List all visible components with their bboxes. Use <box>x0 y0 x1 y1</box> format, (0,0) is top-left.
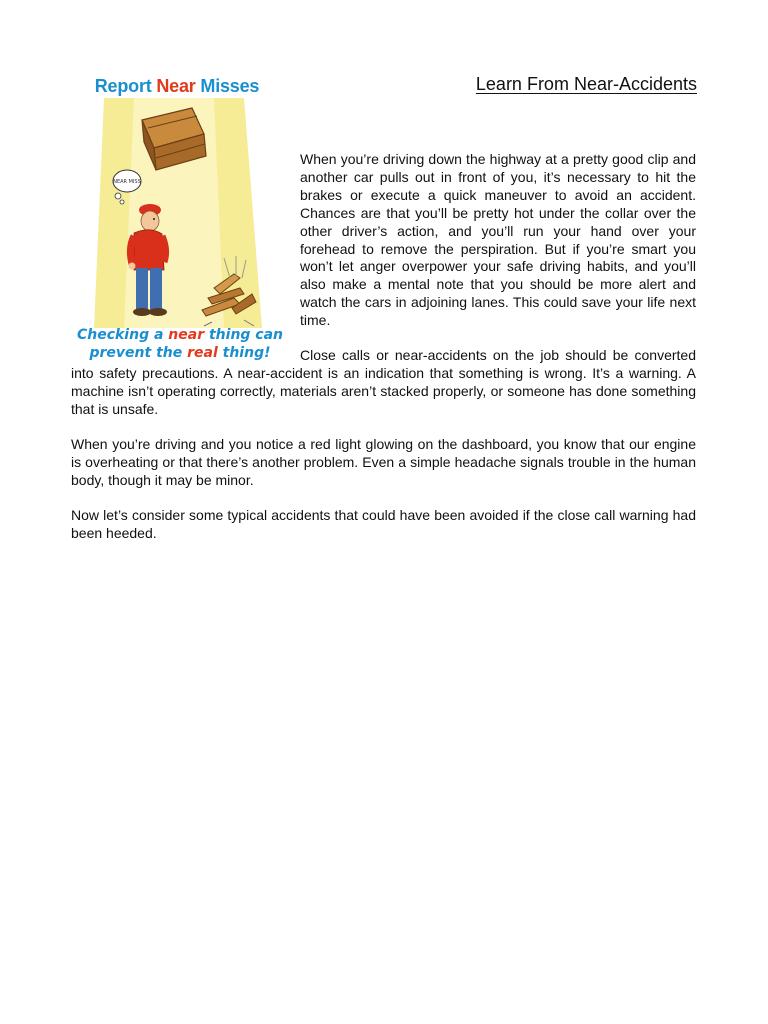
thought-bubble-text: NEAR MISS <box>113 179 141 185</box>
caption-line1-c: thing can <box>204 327 284 343</box>
caption-line1-b: near <box>168 327 205 343</box>
poster-illustration <box>94 98 264 328</box>
poster-title-part2: Near <box>156 76 196 96</box>
poster-title-part3: Misses <box>195 76 260 96</box>
report-near-misses-poster <box>72 70 288 366</box>
page-title: Learn From Near-Accidents <box>475 74 697 94</box>
poster-caption-line1 <box>72 326 288 344</box>
paragraph-typical-accidents: Now let’s consider some typical accidents that could have been avoided if the close call warning had been heeded. <box>71 507 696 541</box>
paragraph-highway-example: When you’re driving down the highway at a pretty good clip and another car pulls out in front of you, it’s necessary to hit the brakes or execute a quick maneuver to avoid an accident. Chances are that you’ll be pretty hot under the collar over the other driver’s action, and you’ll run your hand over your forehead to remove the perspiration. But if you’re smart you won’t let anger overpower your safe driving habits, and you’ll also make a mental note that you should be more alert and watch the cars in adjoining lanes. This could save your life next time. <box>300 151 696 329</box>
caption-line2-a: prevent the <box>89 345 188 361</box>
paragraph-dashboard-light: When you’re driving and you notice a red light glowing on the dashboard, you know that our engine is overheating or that there’s another problem. Even a simple headache signals trouble in the human body, though it may be minor. <box>71 436 696 488</box>
caption-line1-a: Checking a <box>76 327 169 343</box>
poster-title-part1: Report <box>94 76 157 96</box>
poster-title <box>72 76 282 97</box>
paragraph-close-calls: Close calls or near-accidents on the job should be converted into safety precautions. A near-accident is an indication that something is wrong. It’s a warning. A machine isn’t operating correctly, materials aren’t stacked properly, or someone has done something that is unsafe. <box>71 347 696 417</box>
caption-line2-b: real <box>187 345 218 361</box>
caption-line2-c: thing! <box>217 345 271 361</box>
